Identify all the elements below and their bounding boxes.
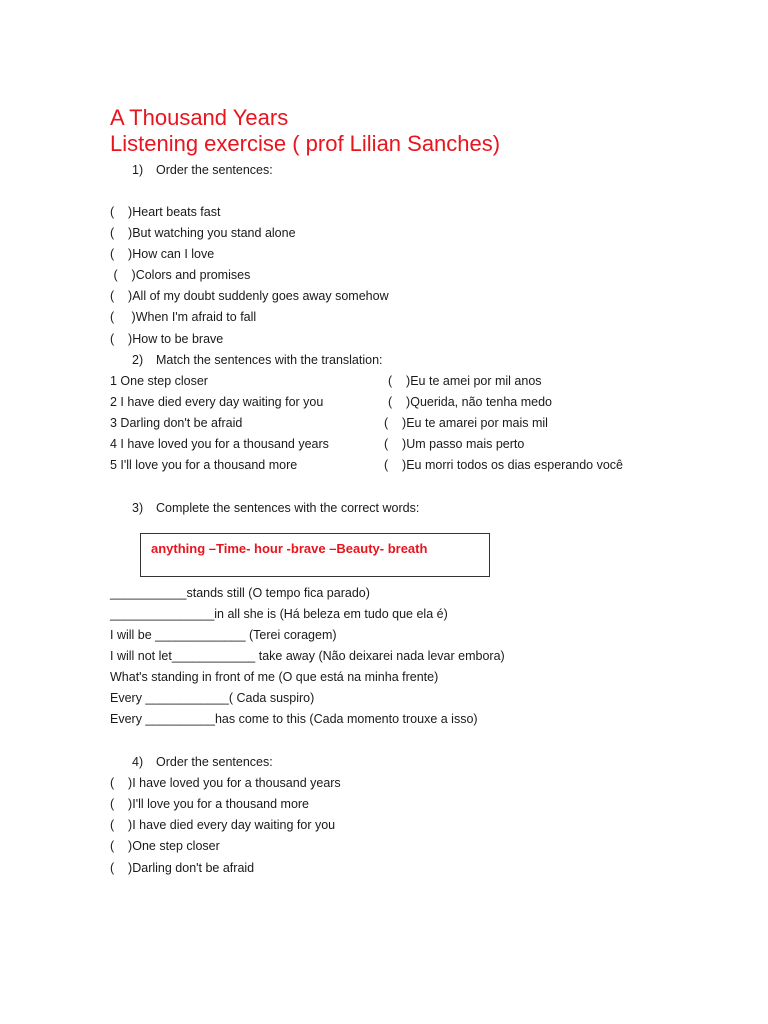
match-translation-line: ( )Eu te amei por mil anos xyxy=(388,374,542,388)
q3-item: Every __________has come to this (Cada momento trouxe a isso) xyxy=(110,712,478,726)
match-translation-line: ( )Um passo mais perto xyxy=(384,437,525,451)
question-label: Complete the sentences with the correct words: xyxy=(156,501,420,515)
q4-item: ( )I have died every day waiting for you xyxy=(110,818,336,832)
question-number: 4) xyxy=(132,755,144,769)
question-number: 2) xyxy=(132,353,144,367)
q1-item: ( )Colors and promises xyxy=(110,268,251,282)
q3-item: ___________stands still (O tempo fica parado) xyxy=(110,586,370,600)
q4-item: ( )One step closer xyxy=(110,839,220,853)
match-english-line: 2 I have died every day waiting for you xyxy=(110,395,324,409)
q4-item: ( )I have loved you for a thousand years xyxy=(110,776,341,790)
match-english-line: 1 One step closer xyxy=(110,374,208,388)
match-translation-line: ( )Querida, não tenha medo xyxy=(388,395,552,409)
word-bank-box xyxy=(140,533,490,577)
question-number: 3) xyxy=(132,501,144,515)
word-bank: anything –Time- hour -brave –Beauty- breath xyxy=(151,541,428,556)
question-number: 1) xyxy=(132,163,144,177)
match-english-line: 5 I'll love you for a thousand more xyxy=(110,458,298,472)
q1-item: ( )How to be brave xyxy=(110,332,224,346)
q3-item: What's standing in front of me (O que está na minha frente) xyxy=(110,670,439,684)
question-label: Order the sentences: xyxy=(156,163,273,177)
match-translation-line: ( )Eu te amarei por mais mil xyxy=(384,416,548,430)
document-subtitle: Listening exercise ( prof Lilian Sanches) xyxy=(110,131,501,156)
q1-item: ( )Heart beats fast xyxy=(110,205,221,219)
q1-item: ( )All of my doubt suddenly goes away somehow xyxy=(110,289,389,303)
match-english-line: 4 I have loved you for a thousand years xyxy=(110,437,329,451)
q3-item: I will be _____________ (Terei coragem) xyxy=(110,628,337,642)
question-3-heading xyxy=(132,500,419,516)
question-1-heading xyxy=(132,162,273,178)
q1-item: ( )When I'm afraid to fall xyxy=(110,310,257,324)
match-translation-line: ( )Eu morri todos os dias esperando você xyxy=(384,458,624,472)
q3-item: I will not let____________ take away (Não deixarei nada levar embora) xyxy=(110,649,505,663)
question-4-heading xyxy=(132,754,273,770)
q3-item: Every ____________( Cada suspiro) xyxy=(110,691,315,705)
q4-item: ( )I'll love you for a thousand more xyxy=(110,797,310,811)
q1-item: ( )How can I love xyxy=(110,247,215,261)
question-label: Match the sentences with the translation: xyxy=(156,353,383,367)
q1-item: ( )But watching you stand alone xyxy=(110,226,296,240)
q4-item: ( )Darling don't be afraid xyxy=(110,861,255,875)
q3-item: _______________in all she is (Há beleza em tudo que ela é) xyxy=(110,607,448,621)
question-label: Order the sentences: xyxy=(156,755,273,769)
question-2-heading xyxy=(132,352,383,368)
match-english-line: 3 Darling don't be afraid xyxy=(110,416,243,430)
document-title: A Thousand Years xyxy=(110,105,289,130)
